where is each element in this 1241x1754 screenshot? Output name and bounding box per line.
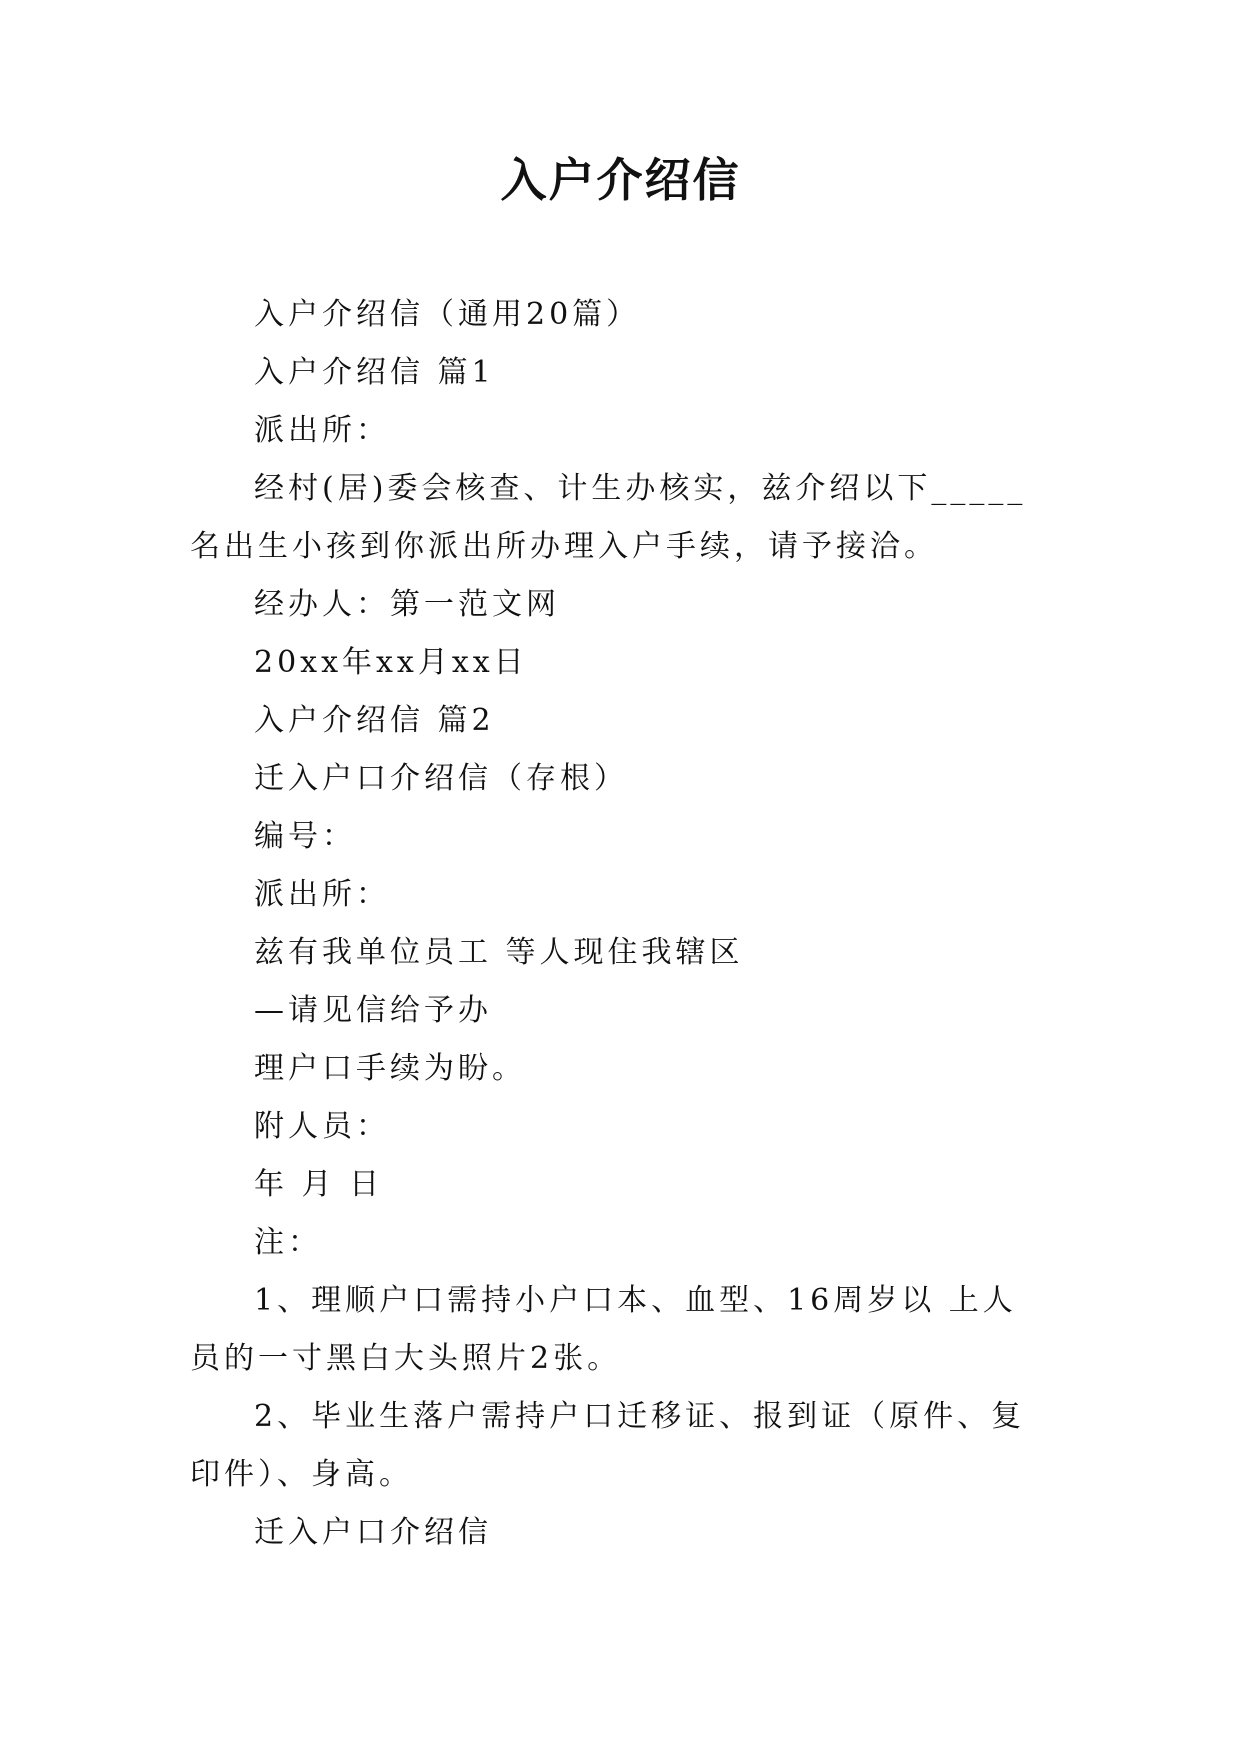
paragraph-addressee: 派出所： [254, 877, 390, 912]
paragraph-date: 年 月 日 [254, 1167, 384, 1202]
document-title: 入户介绍信 [500, 153, 741, 207]
paragraph-stub-title: 迁入户口介绍信（存根） [254, 761, 628, 796]
paragraph-section-2: 入户介绍信 篇2 [254, 703, 495, 738]
document-body [190, 286, 1050, 1562]
paragraph-note-label: 注： [254, 1225, 322, 1260]
paragraph-body: 兹有我单位员工 等人现住我辖区 [254, 935, 744, 970]
paragraph-addressee: 派出所： [254, 413, 390, 448]
paragraph-section-1: 入户介绍信 篇1 [254, 355, 495, 390]
paragraph-number: 编号： [254, 819, 356, 854]
paragraph-body: 理户口手续为盼。 [254, 1051, 526, 1086]
paragraph-attachment: 附人员： [254, 1109, 390, 1144]
paragraph-letter-title: 迁入户口介绍信 [254, 1515, 492, 1550]
paragraph-note-2: 2、毕业生落户需持户口迁移证、报到证（原件、复印件）、身高。 [190, 1399, 1026, 1492]
paragraph-body: —请见信给予办 [254, 993, 492, 1028]
paragraph-body: 经村(居)委会核查、计生办核实，兹介绍以下_____名出生小孩到你派出所办理入户手续，请予接洽。 [190, 471, 1027, 564]
paragraph-handler: 经办人：第一范文网 [254, 587, 560, 622]
paragraph-heading: 入户介绍信（通用20篇） [254, 297, 641, 332]
paragraph-date: 20xx年xx月xx日 [254, 645, 528, 680]
paragraph-note-1: 1、理顺户口需持小户口本、血型、16周岁以 上人员的一寸黑白大头照片2张。 [190, 1283, 1017, 1376]
